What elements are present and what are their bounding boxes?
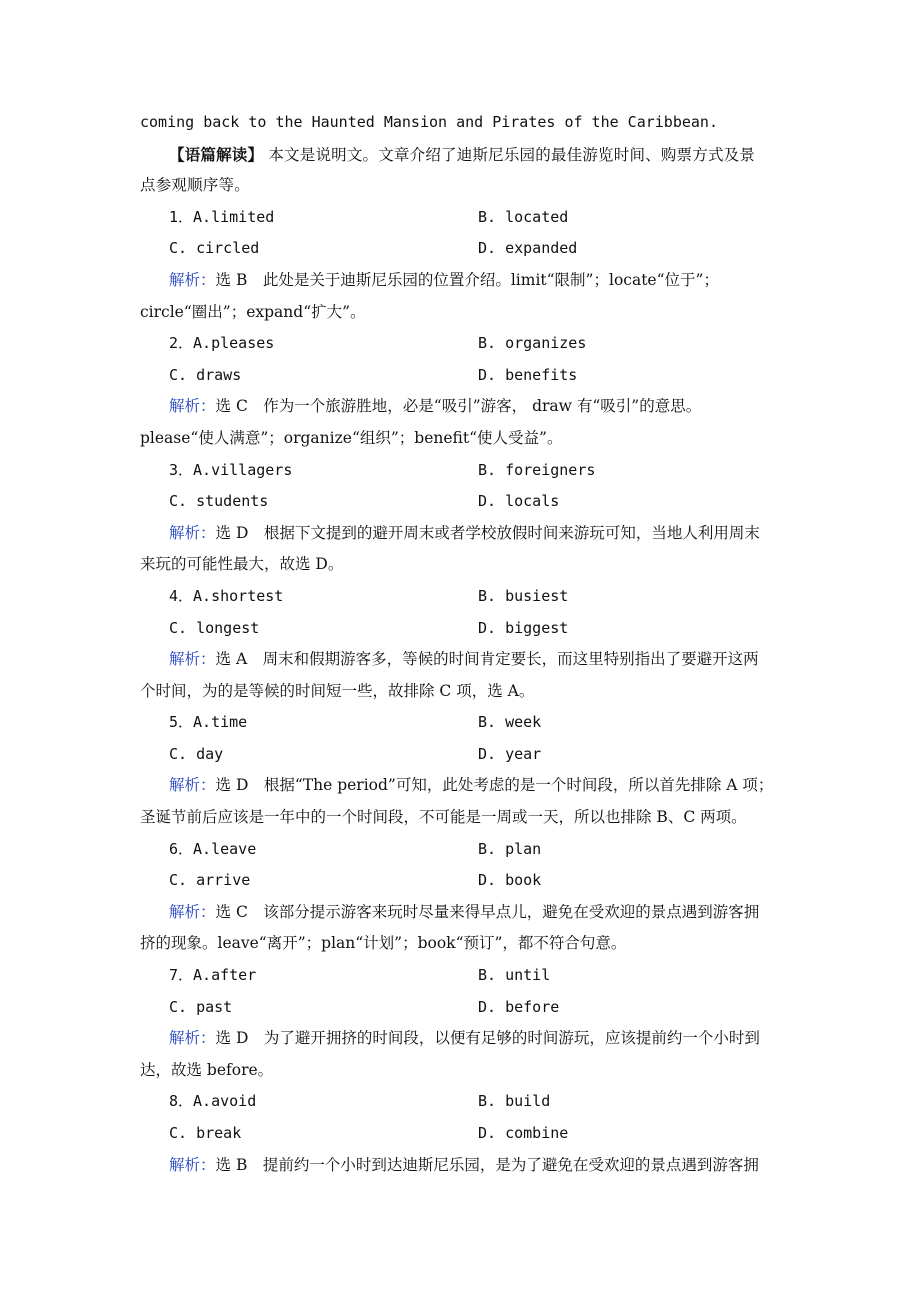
question-6-explanation-line2: 挤的现象。leave“离开”；plan“计划”；book“预订”，都不符合句意。	[140, 934, 627, 953]
passage-reading-text: 本文是说明文。文章介绍了迪斯尼乐园的最佳游览时间、购票方式及景	[268, 145, 756, 164]
option-b: B. week	[478, 713, 542, 732]
question-3-row-cd	[140, 486, 782, 518]
analysis-label: 解析：	[169, 1029, 216, 1048]
explanation-text: 选 D 根据“The period”可知，此处考虑的是一个时间段，所以首先排除 A 项；	[215, 776, 774, 795]
option-c: C. circled	[169, 239, 260, 258]
explanation-text: 选 B 此处是关于迪斯尼乐园的位置介绍。limit“限制”；locate“位于”；	[215, 270, 719, 289]
option-a: A.pleases	[193, 334, 275, 353]
explanation-text: 选 C 作为一个旅游胜地，必是“吸引”游客， draw 有“吸引”的意思。	[215, 397, 702, 416]
question-4-explanation-line2: 个时间，为的是等候的时间短一些，故排除 C 项，选 A。	[140, 681, 535, 700]
question-6-row-cd	[140, 865, 782, 897]
option-c: C. longest	[169, 618, 260, 637]
explanation-text: 选 D 根据下文提到的避开周末或者学校放假时间来游玩可知，当地人利用周末	[215, 523, 760, 542]
analysis-label: 解析：	[169, 902, 216, 921]
question-2-row-ab	[140, 328, 782, 360]
question-3-explanation-line2: 来玩的可能性最大，故选 D。	[140, 555, 344, 574]
question-5-row-ab	[140, 707, 782, 739]
option-c: C. draws	[169, 365, 242, 384]
question-number: 3．	[169, 460, 194, 479]
question-2-explanation-line2: please“使人满意”；organize“组织”；benefit“使人受益”。	[140, 428, 563, 447]
question-1-row-ab	[140, 202, 782, 234]
option-c: C. day	[169, 744, 224, 763]
question-1-row-cd	[140, 233, 782, 265]
explanation-text: 选 D 为了避开拥挤的时间段，以便有足够的时间游玩，应该提前约一个小时到	[215, 1029, 760, 1048]
analysis-label: 解析：	[169, 650, 216, 669]
question-2-explanation-line1	[140, 391, 782, 423]
question-number: 5．	[169, 713, 194, 732]
intro-continuation: coming back to the Haunted Mansion and Pirates of the Caribbean.	[140, 113, 718, 131]
explanation-text: 选 C 该部分提示游客来玩时尽量来得早点儿，避免在受欢迎的景点遇到游客拥	[215, 902, 760, 921]
option-c: C. students	[169, 492, 269, 511]
analysis-label: 解析：	[169, 397, 216, 416]
question-7-row-ab	[140, 960, 782, 992]
passage-reading-line2: 点参观顺序等。	[140, 176, 250, 195]
option-d: D. year	[478, 744, 542, 763]
question-1-explanation-line2: circle“圈出”；expand“扩大”。	[140, 302, 366, 321]
question-5-explanation-line2: 圣诞节前后应该是一年中的一个时间段，不可能是一周或一天，所以也排除 B、C 两项。	[140, 808, 747, 827]
question-number: 7．	[169, 966, 194, 985]
question-number: 8．	[169, 1092, 194, 1111]
option-b: B. located	[478, 207, 569, 226]
option-b: B. busiest	[478, 586, 569, 605]
option-b: B. until	[478, 966, 551, 985]
option-b: B. build	[478, 1092, 551, 1111]
question-number: 4．	[169, 586, 194, 605]
option-a: A.villagers	[193, 460, 293, 479]
passage-reading-line1	[140, 139, 782, 171]
question-4-row-ab	[140, 581, 782, 613]
option-b: B. foreigners	[478, 460, 596, 479]
question-4-row-cd	[140, 613, 782, 645]
question-6-row-ab	[140, 834, 782, 866]
option-a: A.after	[193, 966, 257, 985]
question-4-explanation-line1	[140, 644, 782, 676]
question-7-explanation-line1	[140, 1023, 782, 1055]
option-a: A.avoid	[193, 1092, 257, 1111]
question-2-row-cd	[140, 360, 782, 392]
question-6-explanation-line1	[140, 897, 782, 929]
option-a: A.shortest	[193, 586, 284, 605]
question-5-row-cd	[140, 739, 782, 771]
option-b: B. plan	[478, 839, 542, 858]
question-7-explanation-line2: 达，故选 before。	[140, 1060, 274, 1079]
option-d: D. book	[478, 871, 542, 890]
question-8-row-cd	[140, 1118, 782, 1150]
option-b: B. organizes	[478, 334, 587, 353]
analysis-label: 解析：	[169, 1155, 216, 1174]
question-1-explanation-line1	[140, 265, 782, 297]
passage-reading-label: 【语篇解读】	[169, 144, 264, 164]
option-d: D. locals	[478, 492, 560, 511]
question-number: 1．	[169, 207, 194, 226]
option-c: C. past	[169, 997, 233, 1016]
analysis-label: 解析：	[169, 776, 216, 795]
explanation-text: 选 A 周末和假期游客多，等候的时间肯定要长，而这里特别指出了要避开这两	[215, 650, 759, 669]
analysis-label: 解析：	[169, 270, 216, 289]
option-c: C. arrive	[169, 871, 251, 890]
question-3-explanation-line1	[140, 518, 782, 550]
question-number: 2．	[169, 334, 194, 353]
question-3-row-ab	[140, 455, 782, 487]
option-d: D. combine	[478, 1124, 569, 1142]
option-c: C. break	[169, 1124, 242, 1142]
question-7-row-cd	[140, 992, 782, 1024]
analysis-label: 解析：	[169, 523, 216, 542]
option-a: A.limited	[193, 207, 275, 226]
option-d: D. before	[478, 997, 560, 1016]
option-d: D. benefits	[478, 365, 578, 384]
option-a: A.time	[193, 713, 248, 732]
explanation-text: 选 B 提前约一个小时到达迪斯尼乐园，是为了避免在受欢迎的景点遇到游客拥	[215, 1155, 759, 1174]
option-d: D. expanded	[478, 239, 578, 258]
option-a: A.leave	[193, 839, 257, 858]
question-8-row-ab	[140, 1086, 782, 1118]
question-number: 6．	[169, 839, 194, 858]
document-page	[140, 107, 782, 1181]
question-8-explanation-line1	[140, 1150, 782, 1182]
option-d: D. biggest	[478, 618, 569, 637]
question-5-explanation-line1	[140, 770, 782, 802]
